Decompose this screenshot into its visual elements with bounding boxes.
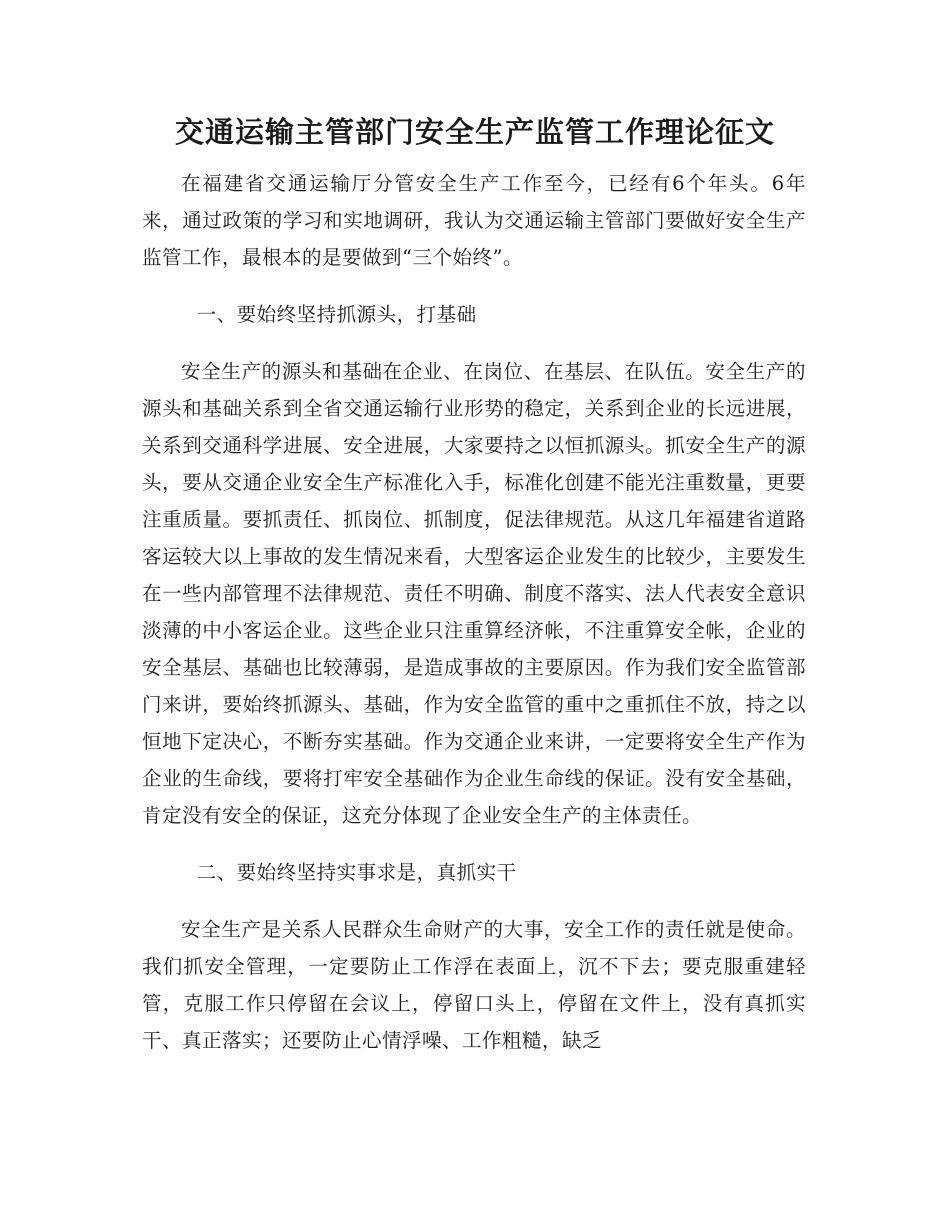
intro-paragraph: 在福建省交通运输厅分管安全生产工作至今，已经有6个年头。6年来，通过政策的学习和实地调研，我认为交通运输主管部门要做好安全生产监管工作，最根本的是要做到“三个始终”。 (142, 172, 806, 269)
section-2-heading: 二、要始终坚持实事求是，真抓实干 (196, 861, 517, 884)
document-body (142, 165, 806, 1079)
section-1-heading: 一、要始终坚持抓源头，打基础 (196, 303, 477, 326)
section-1-paragraph: 安全生产的源头和基础在企业、在岗位、在基层、在队伍。安全生产的源头和基础关系到全省交通运输行业形势的稳定，关系到企业的长远进展，关系到交通科学进展、安全进展，大家要持之以恒抓源头。抓安全生产的源头，要从交通企业安全生产标准化入手，标准化创建不能光注重数量，更要注重质量。要抓责任、抓岗位、抓制度，促法律规范。从这几年福建省道路客运较大以上事故的发生情况来看，大型客运企业发生的比较少，主要发生在一些内部管理不法律规范、责任不明确、制度不落实、法人代表安全意识淡薄的中小客运企业。这些企业只注重算经济帐，不注重算安全帐，企业的安全基层、基础也比较薄弱，是造成事故的主要原因。作为我们安全监管部门来讲，要始终抓源头、基础，作为安全监管的重中之重抓住不放，持之以恒地下定决心，不断夯实基础。作为交通企业来讲，一定要将安全生产作为企业的生命线，要将打牢安全基础作为企业生命线的保证。没有安全基础，肯定没有安全的保证，这充分体现了企业安全生产的主体责任。 (142, 360, 806, 827)
document-title: 交通运输主管部门安全生产监管工作理论征文 (174, 115, 775, 149)
section-2-paragraph: 安全生产是关系人民群众生命财产的大事，安全工作的责任就是使命。我们抓安全管理，一定要防止工作浮在表面上，沉不下去；要克服重建轻管，克服工作只停留在会议上，停留口头上，停留在文件上，没有真抓实干、真正落实；还要防止心情浮噪、工作粗糙，缺乏 (142, 918, 806, 1052)
